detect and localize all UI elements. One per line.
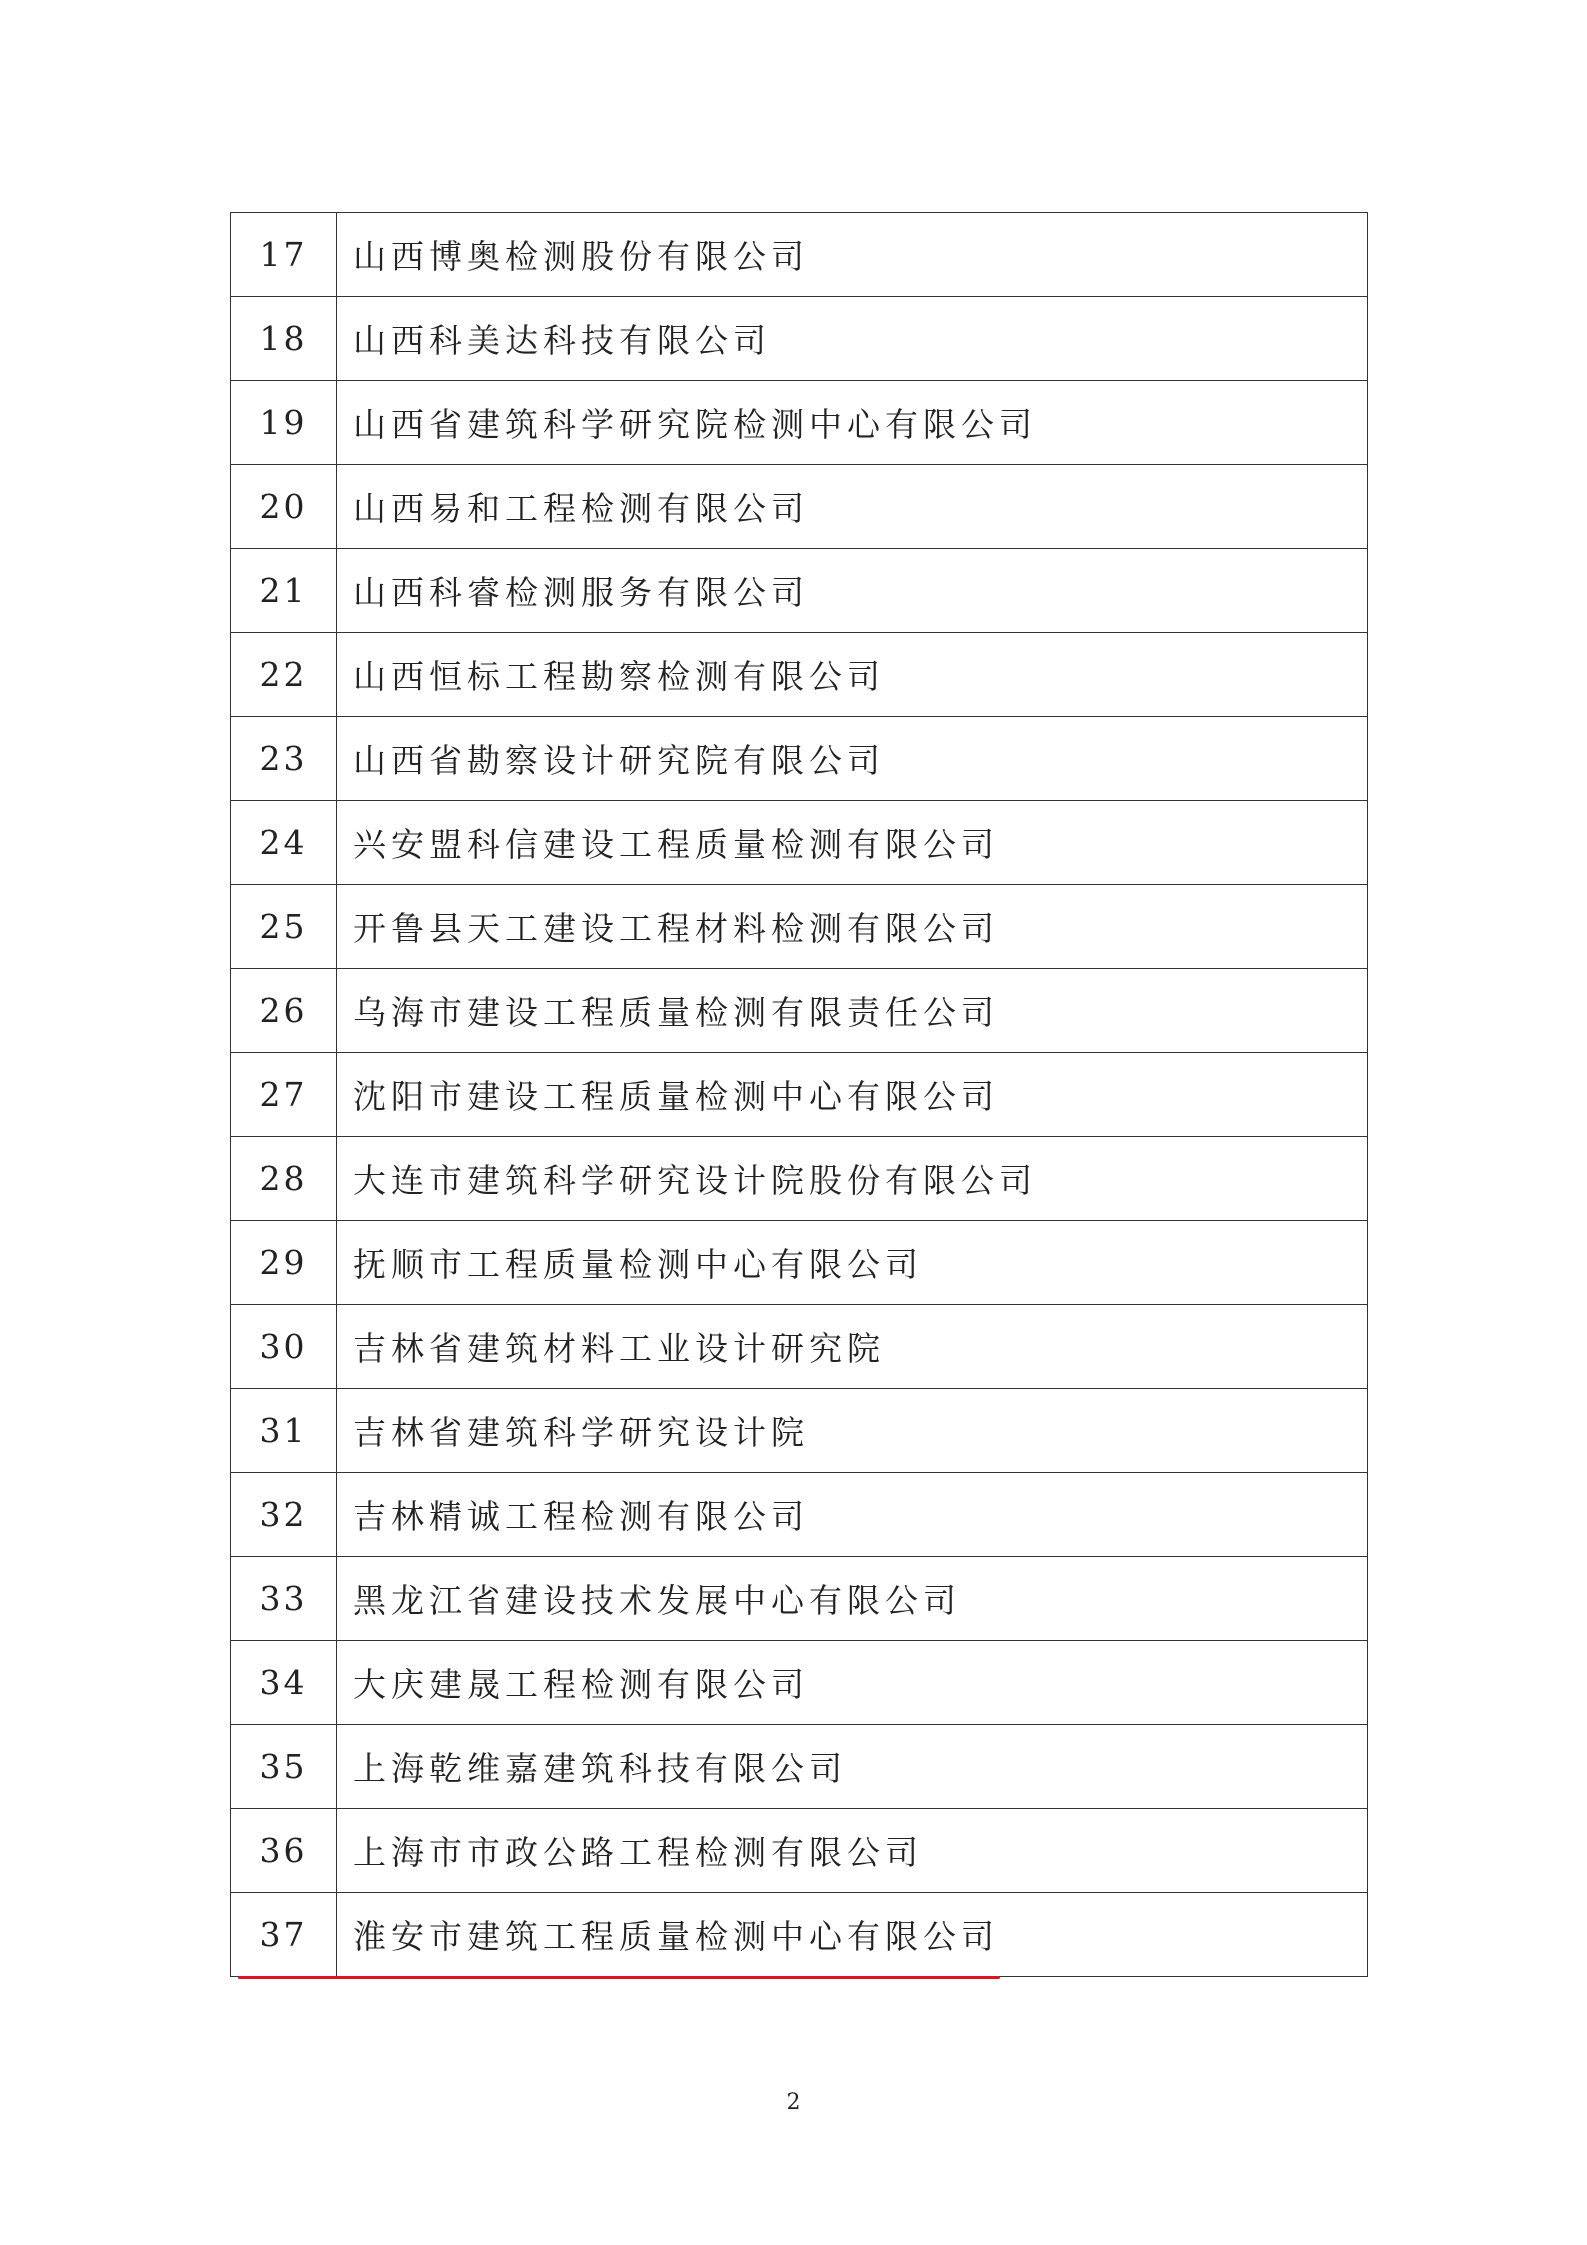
company-name: 山西博奥检测股份有限公司 (337, 213, 1368, 297)
company-name: 山西恒标工程勘察检测有限公司 (337, 633, 1368, 717)
table-row (231, 1221, 1368, 1305)
company-name: 吉林省建筑材料工业设计研究院 (337, 1305, 1368, 1389)
table-row (231, 297, 1368, 381)
red-highlight-underline (238, 1976, 1000, 1979)
company-name: 上海乾维嘉建筑科技有限公司 (337, 1725, 1368, 1809)
table-row (231, 885, 1368, 969)
company-name: 淮安市建筑工程质量检测中心有限公司 (337, 1893, 1368, 1977)
table-row (231, 1725, 1368, 1809)
row-number: 35 (231, 1725, 337, 1809)
row-number: 23 (231, 717, 337, 801)
table-row (231, 1137, 1368, 1221)
company-name: 山西省建筑科学研究院检测中心有限公司 (337, 381, 1368, 465)
company-name: 上海市市政公路工程检测有限公司 (337, 1809, 1368, 1893)
row-number: 30 (231, 1305, 337, 1389)
table-row (231, 213, 1368, 297)
row-number: 20 (231, 465, 337, 549)
row-number: 25 (231, 885, 337, 969)
company-name: 大连市建筑科学研究设计院股份有限公司 (337, 1137, 1368, 1221)
row-number: 31 (231, 1389, 337, 1473)
table-row (231, 1389, 1368, 1473)
row-number: 36 (231, 1809, 337, 1893)
row-number: 27 (231, 1053, 337, 1137)
row-number: 21 (231, 549, 337, 633)
table-row (231, 1809, 1368, 1893)
row-number: 37 (231, 1893, 337, 1977)
company-name: 大庆建晟工程检测有限公司 (337, 1641, 1368, 1725)
row-number: 24 (231, 801, 337, 885)
row-number: 17 (231, 213, 337, 297)
row-number: 19 (231, 381, 337, 465)
table-row (231, 381, 1368, 465)
table-row (231, 801, 1368, 885)
row-number: 26 (231, 969, 337, 1053)
company-name: 山西省勘察设计研究院有限公司 (337, 717, 1368, 801)
company-name: 吉林精诚工程检测有限公司 (337, 1473, 1368, 1557)
table-row (231, 717, 1368, 801)
company-name: 山西易和工程检测有限公司 (337, 465, 1368, 549)
company-name: 开鲁县天工建设工程材料检测有限公司 (337, 885, 1368, 969)
page-number: 2 (786, 2090, 801, 2115)
row-number: 34 (231, 1641, 337, 1725)
row-number: 33 (231, 1557, 337, 1641)
company-name: 黑龙江省建设技术发展中心有限公司 (337, 1557, 1368, 1641)
company-list-body (231, 213, 1368, 1977)
company-name: 沈阳市建设工程质量检测中心有限公司 (337, 1053, 1368, 1137)
row-number: 22 (231, 633, 337, 717)
company-name: 乌海市建设工程质量检测有限责任公司 (337, 969, 1368, 1053)
table-row (231, 1641, 1368, 1725)
table-row (231, 1557, 1368, 1641)
row-number: 29 (231, 1221, 337, 1305)
table-row (231, 465, 1368, 549)
row-number: 18 (231, 297, 337, 381)
company-name: 山西科美达科技有限公司 (337, 297, 1368, 381)
company-name: 吉林省建筑科学研究设计院 (337, 1389, 1368, 1473)
table-row-highlighted (231, 1893, 1368, 1977)
table-row (231, 549, 1368, 633)
table-row (231, 1305, 1368, 1389)
table-row (231, 1473, 1368, 1557)
company-list-table (230, 212, 1368, 1977)
table-row (231, 1053, 1368, 1137)
table-row (231, 633, 1368, 717)
company-name: 山西科睿检测服务有限公司 (337, 549, 1368, 633)
table-row (231, 969, 1368, 1053)
row-number: 28 (231, 1137, 337, 1221)
row-number: 32 (231, 1473, 337, 1557)
company-name: 兴安盟科信建设工程质量检测有限公司 (337, 801, 1368, 885)
company-name: 抚顺市工程质量检测中心有限公司 (337, 1221, 1368, 1305)
